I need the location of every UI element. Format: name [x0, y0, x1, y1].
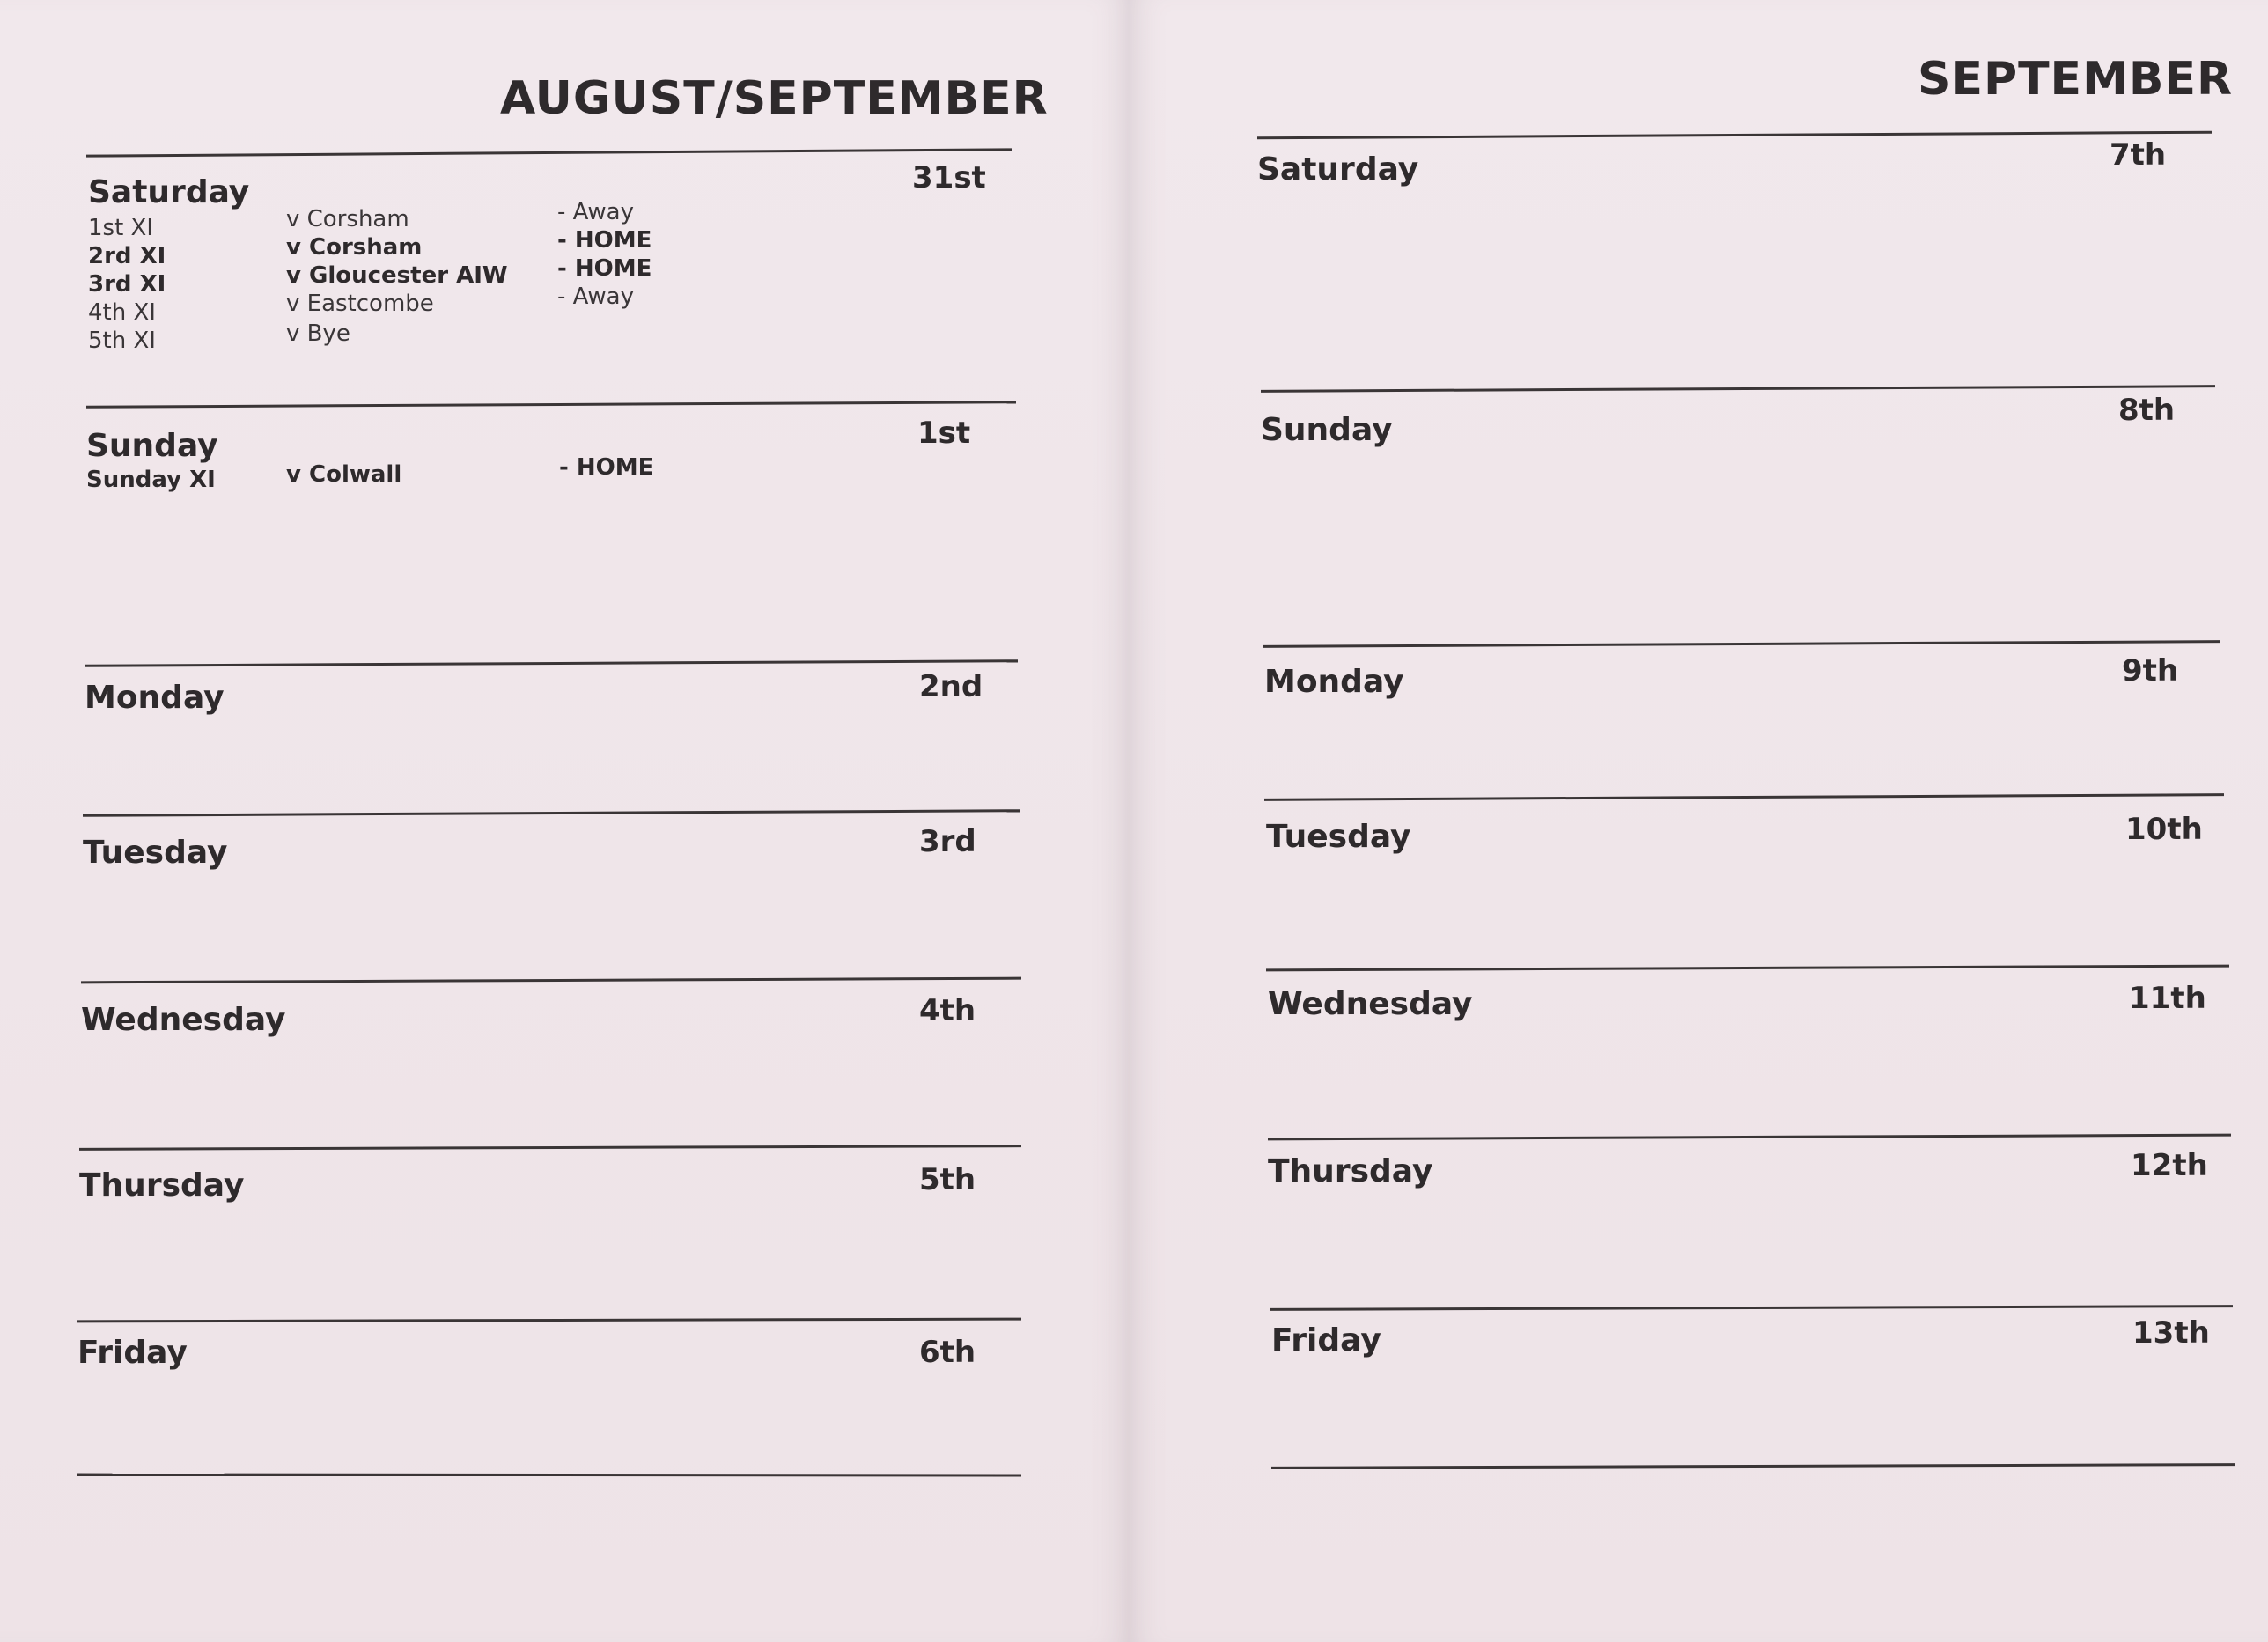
- day-label: Monday: [1264, 664, 1404, 700]
- date-label: 7th: [2110, 137, 2167, 173]
- fixture-opponent: v Bye: [286, 320, 350, 347]
- date-label: 9th: [2122, 653, 2179, 688]
- day-label: Thursday: [79, 1167, 245, 1204]
- fixture-venue: - Away: [557, 283, 634, 310]
- page-title: AUGUST/SEPTEMBER: [500, 72, 1049, 125]
- fixture-venue: - HOME: [557, 255, 652, 282]
- divider: [77, 1474, 1021, 1477]
- left-page: [0, 0, 1130, 1642]
- day-label: Sunday: [86, 428, 218, 464]
- day-label: Friday: [77, 1335, 188, 1371]
- fixture-venue: - HOME: [557, 227, 652, 254]
- day-label: Saturday: [1257, 151, 1419, 188]
- fixture-opponent: v Gloucester AIW: [286, 262, 508, 289]
- fixture-venue: - Away: [557, 199, 634, 225]
- divider: [1264, 793, 2224, 801]
- divider: [86, 401, 1016, 409]
- divider: [1270, 1305, 2233, 1311]
- date-label: 3rd: [919, 824, 976, 859]
- divider: [79, 1145, 1021, 1151]
- divider: [1257, 131, 2212, 140]
- day-label: Thursday: [1268, 1153, 1433, 1189]
- day-label: Friday: [1271, 1322, 1381, 1359]
- fixture-team: 4th XI: [88, 299, 156, 326]
- fixture-venue: - HOME: [559, 454, 654, 481]
- day-label: Wednesday: [1268, 986, 1473, 1022]
- day-label: Monday: [85, 680, 225, 716]
- divider: [77, 1318, 1021, 1323]
- date-label: 2nd: [919, 669, 983, 704]
- divider: [1268, 1134, 2231, 1141]
- date-label: 31st: [912, 160, 986, 195]
- fixture-team: 1st XI: [88, 215, 154, 241]
- fixture-opponent: v Corsham: [286, 234, 423, 261]
- date-label: 6th: [919, 1335, 976, 1370]
- divider: [86, 148, 1012, 157]
- fixture-team: 5th XI: [88, 328, 156, 354]
- date-label: 10th: [2125, 812, 2203, 847]
- fixture-team: Sunday XI: [86, 467, 216, 493]
- date-label: 4th: [919, 993, 976, 1028]
- divider: [85, 659, 1018, 667]
- right-page: [1129, 0, 2268, 1642]
- date-label: 5th: [919, 1162, 976, 1197]
- date-label: 8th: [2118, 393, 2176, 428]
- page-title: SEPTEMBER: [1918, 53, 2234, 106]
- divider: [1263, 640, 2220, 648]
- fixture-team: 3rd XI: [88, 271, 166, 298]
- fixture-opponent: v Corsham: [286, 206, 409, 232]
- date-label: 11th: [2129, 981, 2206, 1016]
- day-label: Wednesday: [81, 1002, 286, 1038]
- date-label: 12th: [2131, 1148, 2208, 1183]
- day-label: Tuesday: [1266, 819, 1411, 855]
- divider: [1261, 385, 2215, 393]
- fixture-opponent: v Colwall: [286, 461, 402, 488]
- divider: [1266, 965, 2229, 972]
- divider: [1271, 1463, 2235, 1469]
- day-label: Tuesday: [83, 835, 228, 871]
- day-label: Saturday: [88, 174, 250, 210]
- fixture-opponent: v Eastcombe: [286, 291, 434, 317]
- date-label: 13th: [2132, 1315, 2210, 1351]
- day-label: Sunday: [1261, 412, 1393, 448]
- date-label: 1st: [917, 416, 971, 451]
- divider: [81, 977, 1021, 984]
- divider: [83, 809, 1020, 817]
- fixture-team: 2rd XI: [88, 243, 166, 269]
